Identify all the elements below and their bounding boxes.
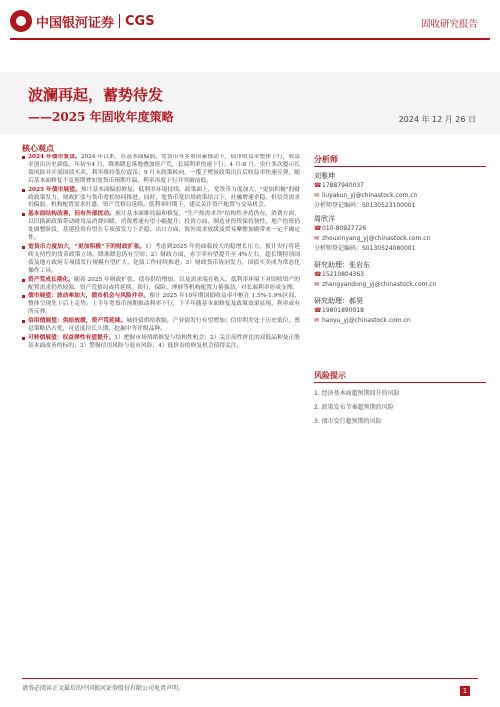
phone-icon: ☎ (314, 182, 322, 189)
email-icon: ✉ (314, 192, 320, 199)
footer-disclaimer: 请务必阅读正文最后的中国银河证券股份有限公司免责声明。 (22, 678, 478, 692)
logo-en: CGS (125, 13, 155, 29)
phone-icon: ☎ (314, 271, 322, 278)
risk-item: 1. 经济基本面超预期回升的风险 (314, 390, 400, 397)
report-title: 波澜再起，蓄势待发 (28, 86, 164, 104)
risk-section (314, 370, 486, 429)
researcher-phone: 19801890018 (322, 307, 364, 314)
researcher-label: 研究助理：张岩东 (314, 261, 370, 269)
analyst-name: 刘雅坤 (314, 172, 335, 180)
risk-item: 3. 债市发行超预期的风险 (314, 418, 382, 425)
email-icon: ✉ (314, 281, 320, 288)
paragraph: 债市展望：波动率加大，债市机会与风险并存。预计 2025 年10年期国债收益率中枢在 1.5%-1.9%区间，整体呈现先下后上走势。上半年宽货币预期推动利率下行，下半年随基本面修复及政策效果显现，利率或有所反弹。 (22, 293, 300, 317)
paragraph: 宽货币力度加大，"更加积极"下的财政扩张。1）考虑到2025 年仍面临较大的稳增长压力，预计央行将延续支持性的货币政策立场，降准降息仍有空间；2）财政方面，赤字率有望提升至 4%左右，超长期特别国债及地方政府专项债发行规模有望扩大，化债工作持续推进；3）财政货币协同发力，国债买卖成为常态化操作工具。 (22, 244, 300, 276)
risk-divider (314, 382, 486, 383)
researcher-phone: 15210804363 (322, 271, 364, 278)
core-views-label: 核心观点 (22, 144, 54, 153)
email-icon: ✉ (314, 317, 320, 324)
report-date: 2024 年 12 月 26 日 (398, 115, 476, 124)
paragraph: 信用债展望：供给放缓，资产荒延续。城投债供给收缩，产业债发行有望增加；信用利差处于历史低位，票息策略仍占优，可适度拉长久期、挖掘中等评级品种。 (22, 318, 300, 334)
email-icon: ✉ (314, 235, 320, 242)
risk-item: 2. 政策发布节奏超预期的风险 (314, 404, 394, 411)
report-subtitle: ——2025 年固收年度策略 (28, 110, 174, 124)
researcher-email[interactable]: haoyu_yj@chinastock.com.cn (322, 317, 411, 324)
researcher-email[interactable]: zhangyandong_yj@chinastock.com.cn (322, 281, 437, 288)
analyst-phone: 17887940037 (322, 182, 364, 189)
risk-heading: 风险提示 (314, 371, 346, 380)
page-header (0, 0, 500, 44)
paragraph: 2025 年债市展望。预计基本面偏弱修复，低利率环境持续，政策面上，宽货币力度加大，"更加积极"的财政政策发力，财政扩张与货币宽松协同推进。同时，宽货币宽信用政策组合下，社融增速企稳，但信贷需求仍偏弱，机构配置需求旺盛，资产荒格局延续。低利率时期下，建议关注资产配置与交易机会。 (22, 187, 300, 211)
analyst-cert: 分析师登记编码：S0130523100001 (314, 202, 416, 209)
paragraph: 可转债展望：权益弹性有望提升。1）把握市场情绪修复与结构性机会；2）关注高性价比的双低品种及正股基本面改善的标的；3）警惕信用风险与退市风险；4）低价券的修复机会值得关注。 (22, 335, 300, 351)
paragraph: 基本面结构改善，但有外部扰动。预计基本面维持温和修复，"生产热需求冷"结构性矛盾仍存。消费方面，以旧换新政策带动耐用品消费回暖，消费增速有望小幅提升；投资方面，制造业投资保持韧性，地产投资仍处调整阶段，基建投资有望在专项债发力下企稳；出口方面，海外需求放缓及贸易摩擦加剧带来一定不确定性。 (22, 211, 300, 243)
paragraph: 资产荒成长期化。随着 2025 年财政扩张、债券供给增加，以及需求端在收入、低利率环境下对固收资产的配置需求仍然较强，资产荒格局或将延续。银行、保险、理财等机构配置力量强劲，对长端利率形成支撑。 (22, 277, 300, 293)
analyst-sidebar (314, 154, 486, 326)
paragraph: 2024 年债市复盘。2024 年以来，在基本面偏弱、宽货币等多重因素推动下，债市收益率整体下行，收益率创出历史新低。年初至4 月，降准降息落地叠加资产荒，长端利率快速下行；4 月-8 月，央行多次提示长债风险并开展国债买卖，利率维持低位震荡；9 月末政策转向，一揽子增量政策出台后收益率快速反弹，随后基本面修复不及预期叠加宽货币预期升温，利率再度下行并突破前低。 (22, 154, 300, 186)
header-divider (10, 38, 490, 40)
analyst-cert: 分析师登记编码：S0130524080001 (314, 245, 416, 252)
logo (10, 10, 155, 32)
analyst-email[interactable]: zhouxinyang_yj@chinastock.com.cn (322, 235, 431, 242)
analyst-heading: 分析师 (314, 155, 338, 164)
analyst-email[interactable]: liuyakun_yj@chinastock.com.cn (322, 192, 418, 199)
phone-icon: ☎ (314, 307, 322, 314)
logo-cn: 中国银河证券 (36, 15, 115, 31)
report-type: 固收研究报告 (420, 19, 478, 30)
researcher-label: 研究助理：郝昊 (314, 297, 363, 305)
logo-mark-icon (10, 10, 32, 32)
phone-icon: ☎ (314, 225, 322, 232)
sidebar-divider (314, 166, 486, 167)
analyst-name: 周欣洋 (314, 215, 335, 223)
page-number: 1 (460, 686, 470, 696)
core-views-body (22, 154, 300, 674)
logo-separator (119, 14, 120, 28)
analyst-phone: 010-80927726 (322, 225, 367, 232)
